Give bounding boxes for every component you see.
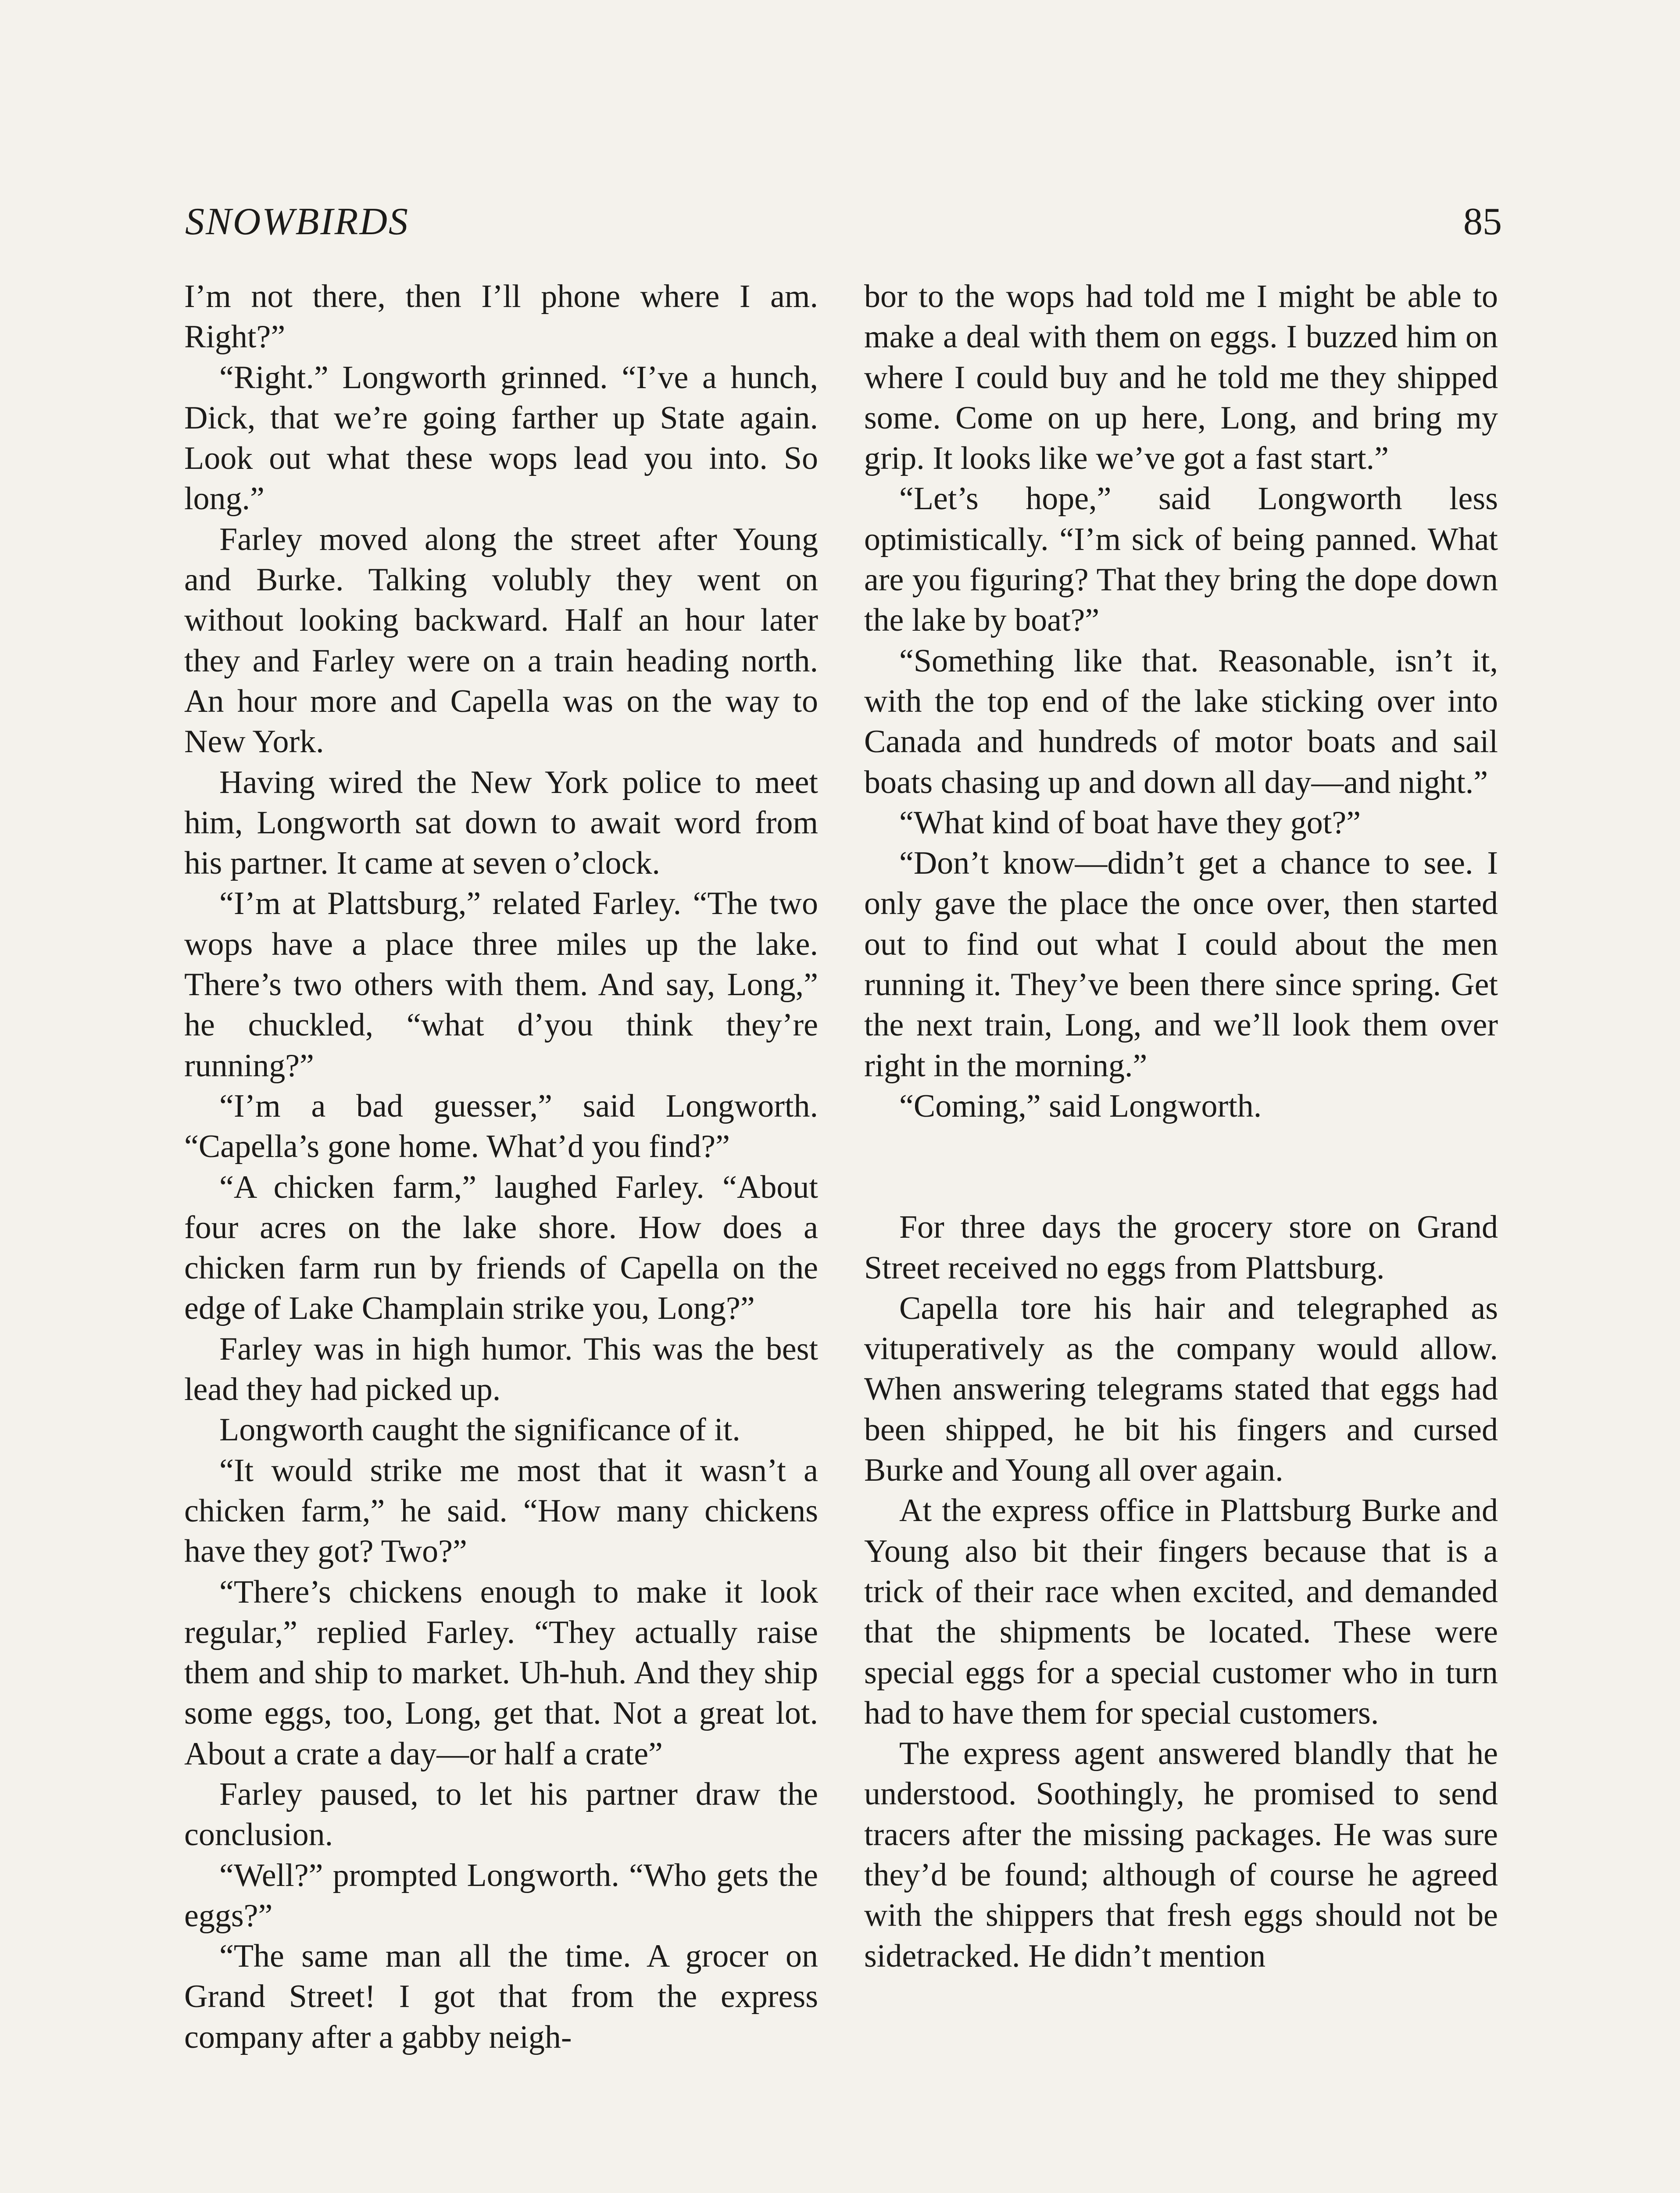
paragraph: The express agent answered blandly that he understood. Soothingly, he promised to send tracers after the missing packages. He was sure they’d be found; although of course he agreed with the shippers that fresh eggs should not be sidetracked. He didn’t mention [864,1736,1498,1974]
paragraph: “What kind of boat have they got?” [899,804,1361,841]
paragraph: bor to the wops had told me I might be able to make a deal with them on eggs. I buzzed him on where I could buy and he told me they shipped some. Come on up here, Long, and bring my grip. It looks like we’ve got a fast start.” [864,279,1498,477]
paragraph: Having wired the New York police to meet him, Longworth sat down to await word from his partner. It came at seven o’clock. [184,764,818,882]
paragraph: “Something like that. Reasonable, isn’t it, with the top end of the lake sticking over into Canada and hundreds of motor boats and sail boats chasing up and down all day—and night.” [864,643,1498,800]
paragraph: I’m not there, then I’ll phone where I am. Right?” [184,279,818,355]
paragraph: “Don’t know—didn’t get a chance to see. I only gave the place the once over, then started out to find out what I could about the men running it. They’ve been there since spring. Get the next train, Long, and we’ll look them over right in the morning.” [864,845,1498,1084]
paragraph: Farley paused, to let his partner draw the conclusion. [184,1776,818,1853]
paragraph: “It would strike me most that it wasn’t a chicken farm,” he said. “How many chickens have they got? Two?” [184,1452,818,1570]
paragraph: “The same man all the time. A grocer on Grand Street! I got that from the express company after a gabby neigh- [184,1938,818,2055]
paragraph: “Coming,” said Longworth. [899,1088,1262,1124]
paragraph: Longworth caught the significance of it. [219,1412,740,1448]
paragraph: Capella tore his hair and telegraphed as vituperatively as the company would allow. When answering telegrams stated that eggs had been shipped, he bit his fingers and cursed Burke and Young all over again. [864,1290,1498,1489]
page-header [185,200,1502,252]
paragraph: Farley was in high humor. This was the best lead they had picked up. [184,1331,818,1408]
page-number: 85 [1463,200,1502,243]
right-column [864,276,1498,1976]
paragraph: At the express office in Plattsburg Burke and Young also bit their fingers because that is a trick of their race when excited, and demanded that the shipments be located. These were special eggs for a special customer who in turn had to have them for special customers. [864,1493,1498,1731]
paragraph: Farley moved along the street after Young and Burke. Talking volubly they went on without looking backward. Half an hour later they and Farley were on a train heading north. An hour more and Capella was on the way to New York. [184,521,818,760]
paragraph: For three days the grocery store on Grand Street received no eggs from Plattsburg. [864,1209,1498,1286]
paragraph: “A chicken farm,” laughed Farley. “About four acres on the lake shore. How does a chicken farm run by friends of Capella on the edge of Lake Champlain strike you, Long?” [184,1169,818,1327]
paragraph: “Let’s hope,” said Longworth less optimistically. “I’m sick of being panned. What are you figuring? That they bring the dope down the lake by boat?” [864,481,1498,639]
paragraph: “Well?” prompted Longworth. “Who gets the eggs?” [184,1857,818,1934]
running-head: SNOWBIRDS [185,200,409,243]
left-column [184,276,818,2057]
paragraph: “I’m a bad guesser,” said Longworth. “Capella’s gone home. What’d you find?” [184,1088,818,1165]
paragraph: “I’m at Plattsburg,” related Farley. “The two wops have a place three miles up the lake. There’s two others with them. And say, Long,” he chuckled, “what d’you think they’re running?” [184,886,818,1084]
paragraph: “There’s chickens enough to make it look regular,” replied Farley. “They actually raise them and ship to market. Uh-huh. And they ship some eggs, too, Long, get that. Not a great lot. About a crate a day—or half a crate” [184,1574,818,1772]
paragraph: “Right.” Longworth grinned. “I’ve a hunch, Dick, that we’re going farther up State again. Look out what these wops lead you into. So long.” [184,359,818,517]
